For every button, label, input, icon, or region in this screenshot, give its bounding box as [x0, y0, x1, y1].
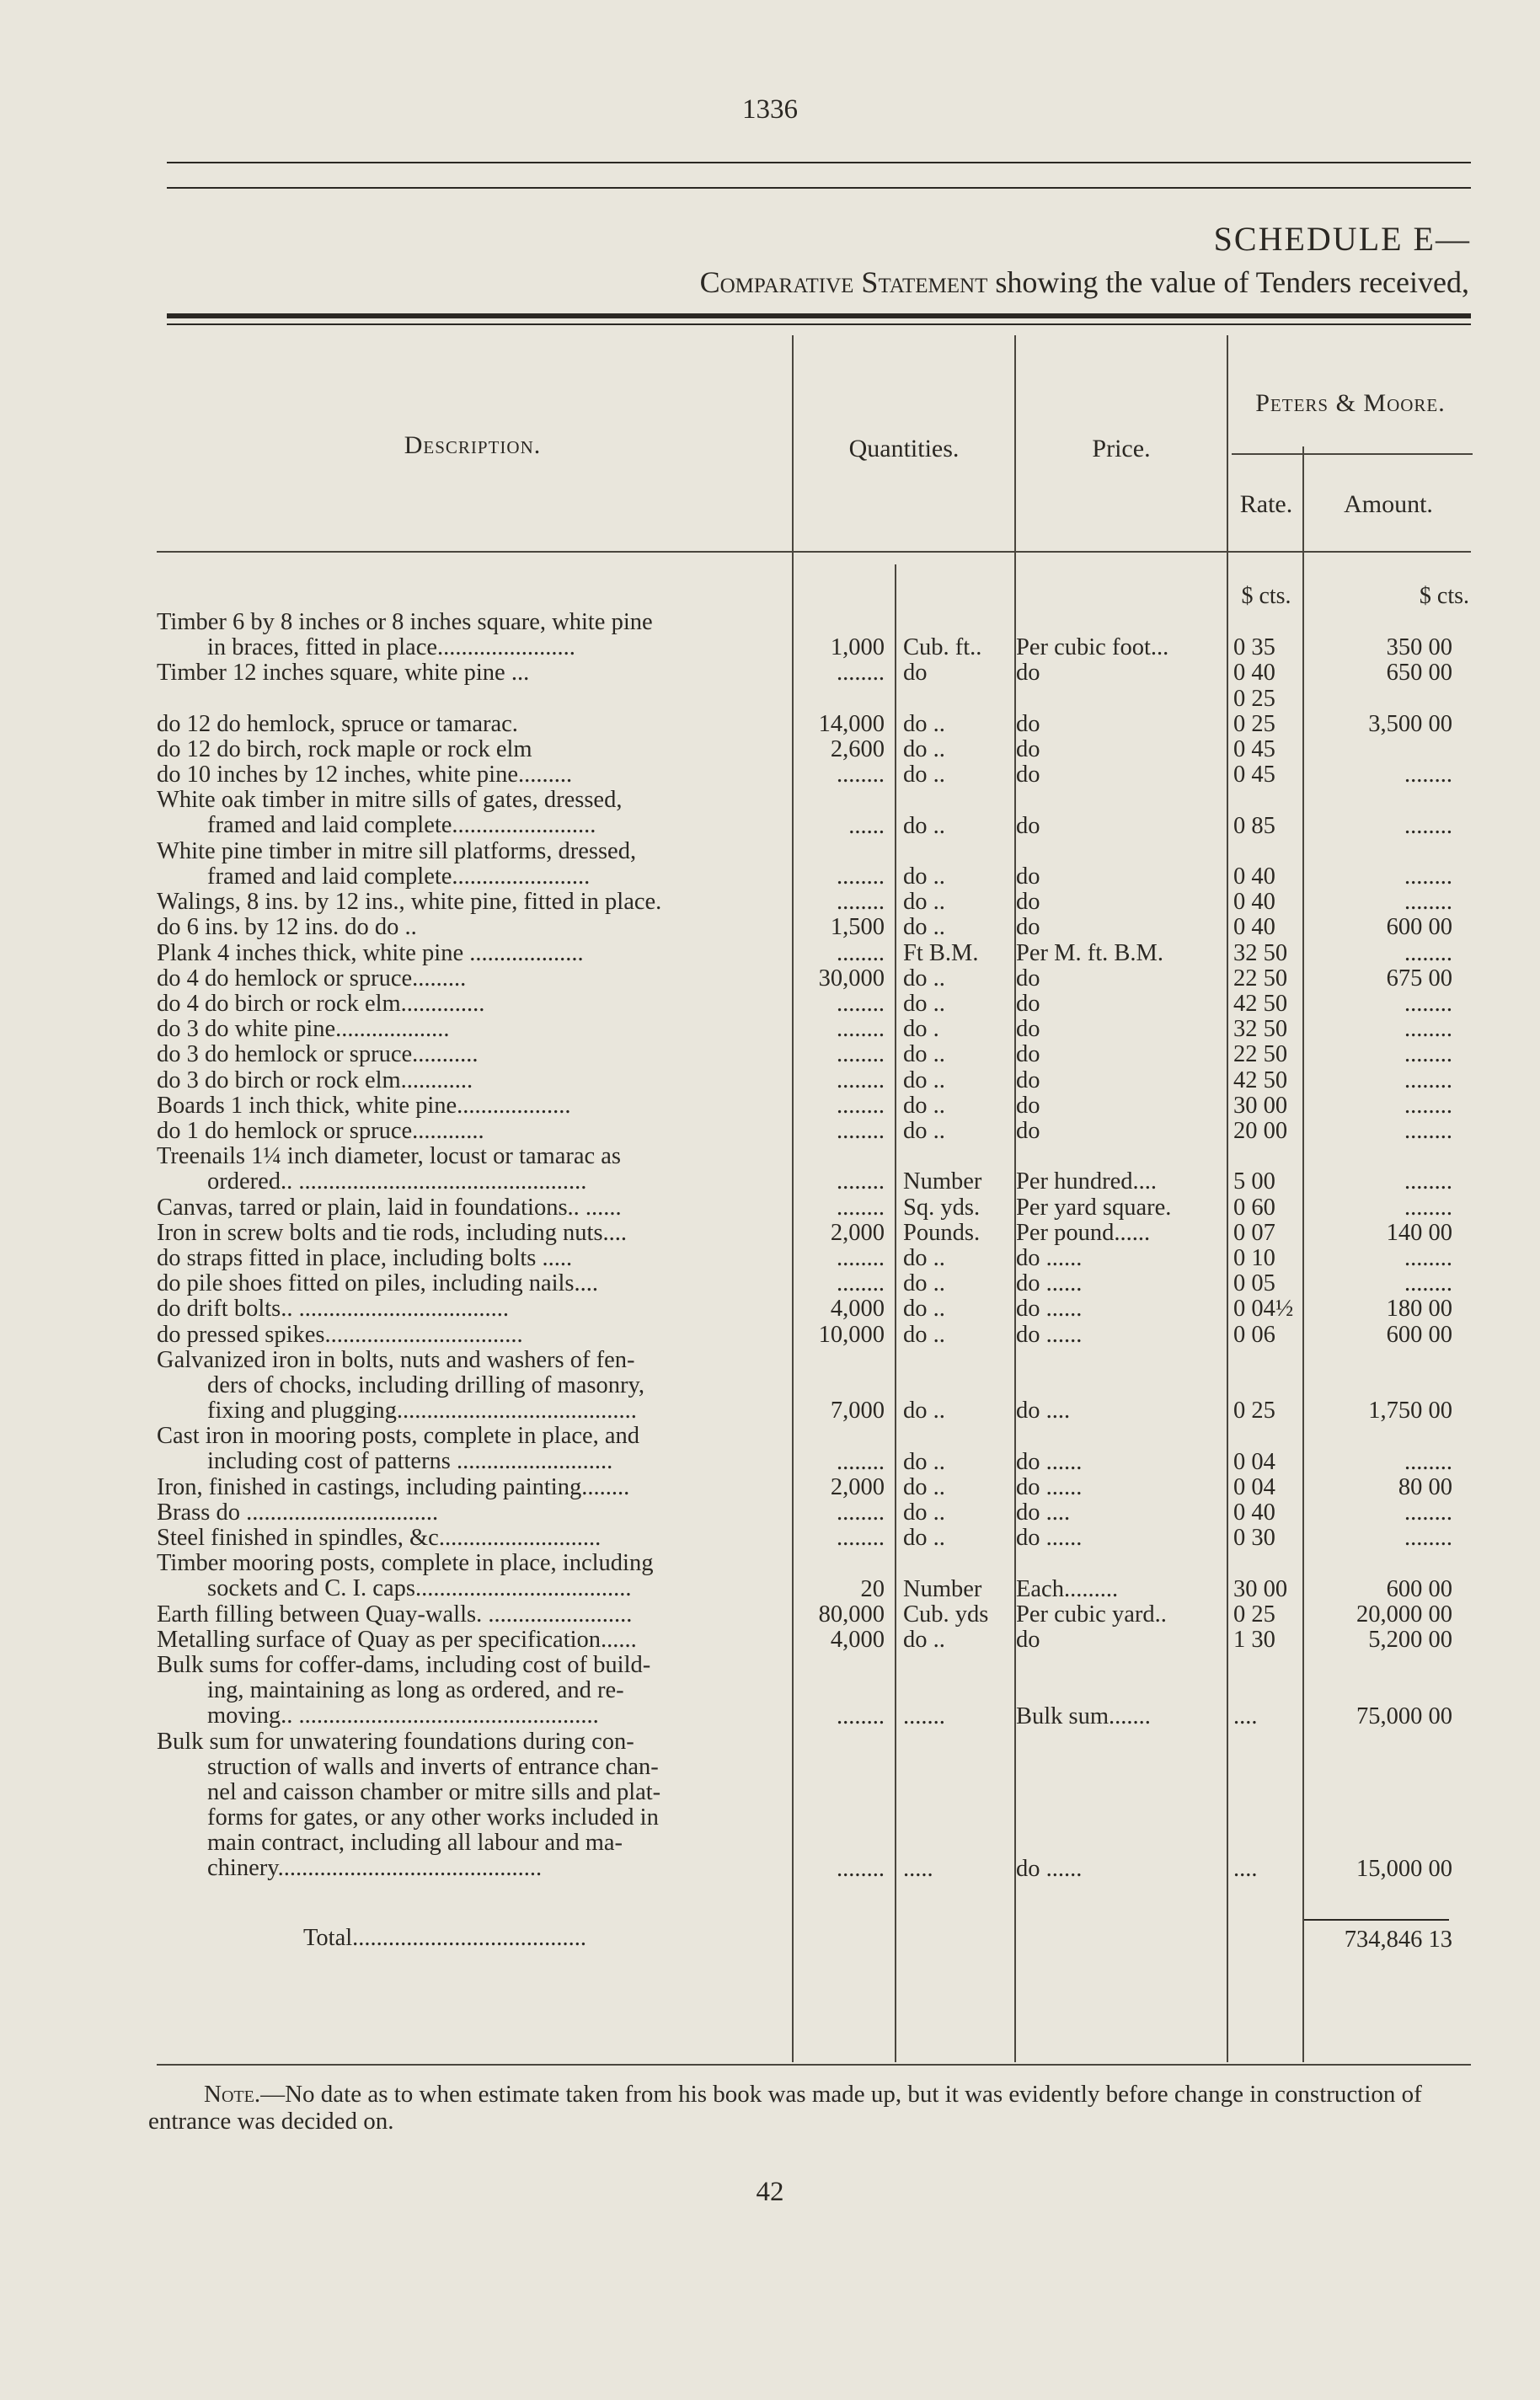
- row-price: do: [1016, 991, 1040, 1017]
- row-description: [157, 1042, 789, 1067]
- row-description-line: Boards 1 inch thick, white pine...................: [157, 1092, 571, 1119]
- row-description-line: do 4 do birch or rock elm..............: [157, 991, 485, 1017]
- row-unit: do ..: [903, 1296, 945, 1323]
- row-quantity: 1,000: [830, 634, 885, 661]
- row-unit: do ..: [903, 863, 945, 890]
- row-price: do ......: [1016, 1473, 1083, 1500]
- row-amount: 20,000 00: [1356, 1601, 1452, 1628]
- header-price: Price.: [1092, 435, 1151, 462]
- row-rate: 32 50: [1233, 1016, 1288, 1043]
- row-quantity: 20: [860, 1575, 885, 1602]
- row-description: [157, 915, 789, 940]
- row-rate: 0 40: [1233, 1499, 1275, 1526]
- row-amount: 600 00: [1386, 1321, 1452, 1348]
- row-amount: ........: [1404, 889, 1452, 916]
- row-amount: ........: [1404, 939, 1452, 966]
- row-description-line: moving.. ..................................................: [207, 1702, 599, 1729]
- row-description: [157, 788, 789, 838]
- row-description: [157, 1271, 789, 1296]
- row-rate: 0 05: [1233, 1270, 1275, 1297]
- row-description-line: do straps fitted in place, including bolts .....: [157, 1245, 573, 1271]
- row-description-line: including cost of patterns ..........................: [207, 1448, 613, 1475]
- row-quantity: ........: [837, 1499, 885, 1526]
- row-rate: 0 25: [1233, 1601, 1275, 1628]
- row-rate: 0 25: [1233, 1398, 1275, 1424]
- row-price: do: [1016, 1092, 1040, 1119]
- top-rule-2: [167, 187, 1471, 189]
- row-quantity: ........: [837, 1066, 885, 1093]
- row-unit: do .: [903, 1016, 939, 1043]
- heading-rule-thin: [167, 323, 1471, 325]
- row-unit: do ..: [903, 1270, 945, 1297]
- row-price: do ......: [1016, 1855, 1083, 1882]
- row-description-line: framed and laid complete.......................: [207, 863, 591, 890]
- row-description-line: Canvas, tarred or plain, laid in foundations.. ......: [157, 1194, 622, 1221]
- row-price: do ....: [1016, 1499, 1071, 1526]
- row-quantity: 1,500: [830, 914, 885, 941]
- row-description-line: forms for gates, or any other works included in: [207, 1804, 659, 1831]
- table-bottom-rule: [157, 2064, 1471, 2066]
- row-description: [157, 941, 789, 966]
- row-description-line: sockets and C. I. caps....................................: [207, 1575, 632, 1602]
- row-quantity: ........: [837, 1855, 885, 1882]
- row-rate: 30 00: [1233, 1092, 1288, 1119]
- row-quantity: 14,000: [818, 710, 885, 737]
- row-description-line: do 12 do birch, rock maple or rock elm: [157, 736, 532, 762]
- row-quantity: ........: [837, 1270, 885, 1297]
- row-description: [157, 762, 789, 788]
- row-rate: 42 50: [1233, 1066, 1288, 1093]
- row-quantity: ........: [837, 660, 885, 687]
- row-price: do ......: [1016, 1321, 1083, 1348]
- row-amount: ........: [1404, 991, 1452, 1017]
- row-description: [157, 1348, 789, 1424]
- row-unit: do ..: [903, 1092, 945, 1119]
- row-unit: do ..: [903, 710, 945, 737]
- row-rate: 0 25: [1233, 710, 1275, 737]
- row-description-line: Cast iron in mooring posts, complete in place, and: [157, 1423, 640, 1450]
- row-rate: 22 50: [1233, 965, 1288, 992]
- row-description-line: do pile shoes fitted on piles, including nails....: [157, 1270, 599, 1297]
- row-amount: 650 00: [1386, 660, 1452, 687]
- row-unit: do ..: [903, 1398, 945, 1424]
- row-quantity: 2,000: [830, 1473, 885, 1500]
- row-rate: 32 50: [1233, 939, 1288, 966]
- row-description-line: Galvanized iron in bolts, nuts and washers of fen-: [157, 1346, 635, 1373]
- row-unit: Number: [903, 1168, 982, 1195]
- row-rate: 0 85: [1233, 812, 1275, 839]
- row-description-line: do 6 ins. by 12 ins. do do ..: [157, 914, 417, 941]
- row-description-line: nel and caisson chamber or mitre sills and plat-: [207, 1778, 661, 1805]
- row-description-line: ders of chocks, including drilling of masonry,: [207, 1371, 644, 1398]
- row-rate: 0 25: [1233, 685, 1275, 712]
- row-description: [157, 1093, 789, 1119]
- row-rate: 0 04: [1233, 1448, 1275, 1475]
- header-amount-units: $ cts.: [1419, 583, 1469, 609]
- row-rate: 5 00: [1233, 1168, 1275, 1195]
- row-unit: do ..: [903, 991, 945, 1017]
- row-unit: do ..: [903, 762, 945, 788]
- header-tenderer: Peters & Moore.: [1255, 389, 1446, 417]
- row-description-line: chinery............................................: [207, 1854, 543, 1881]
- row-rate: 0 06: [1233, 1321, 1275, 1348]
- row-unit: do ..: [903, 965, 945, 992]
- row-description-line: Steel finished in spindles, &c...........................: [157, 1525, 602, 1552]
- row-unit: do ..: [903, 1525, 945, 1552]
- row-unit: do ..: [903, 1473, 945, 1500]
- row-quantity: ........: [837, 1448, 885, 1475]
- total-amount: 734,846 13: [1344, 1927, 1452, 1953]
- row-rate: 0 40: [1233, 914, 1275, 941]
- row-rate: 0 60: [1233, 1194, 1275, 1221]
- row-price: Per hundred....: [1016, 1168, 1158, 1195]
- row-description-line: do 3 do white pine...................: [157, 1016, 450, 1043]
- footnote-label: Note.: [204, 2081, 261, 2108]
- row-price: do ......: [1016, 1448, 1083, 1475]
- row-unit: do ..: [903, 1627, 945, 1653]
- row-description-line: ordered.. ................................................: [207, 1168, 587, 1195]
- total-rule: [1304, 1919, 1449, 1921]
- row-description: [157, 1017, 789, 1042]
- row-price: do: [1016, 710, 1040, 737]
- row-description: [157, 712, 789, 737]
- row-amount: ........: [1404, 762, 1452, 788]
- row-quantity: ........: [837, 1168, 885, 1195]
- row-unit: Ft B.M.: [903, 939, 979, 966]
- row-rate: 0 07: [1233, 1219, 1275, 1246]
- col-divider-amount: [1302, 446, 1304, 2062]
- row-description: [157, 660, 789, 686]
- row-description-line: Timber mooring posts, complete in place, including: [157, 1550, 654, 1577]
- row-amount: ........: [1404, 1245, 1452, 1271]
- row-quantity: ......: [848, 812, 885, 839]
- row-quantity: ........: [837, 762, 885, 788]
- row-description: [157, 992, 789, 1017]
- row-amount: 5,200 00: [1368, 1627, 1452, 1653]
- row-price: Per yard square.: [1016, 1194, 1172, 1221]
- row-description: [157, 1628, 789, 1653]
- row-unit: Pounds.: [903, 1219, 981, 1246]
- row-description-line: Plank 4 inches thick, white pine ...................: [157, 939, 584, 966]
- row-price: do: [1016, 1016, 1040, 1043]
- row-description-line: do 1 do hemlock or spruce............: [157, 1118, 484, 1144]
- row-description-line: do 3 do hemlock or spruce...........: [157, 1041, 479, 1068]
- row-description: [157, 1144, 789, 1195]
- row-amount: ........: [1404, 863, 1452, 890]
- row-amount: 350 00: [1386, 634, 1452, 661]
- subtitle: [700, 265, 1469, 300]
- row-unit: Number: [903, 1575, 982, 1602]
- page-number-bottom: 42: [756, 2177, 784, 2207]
- header-description: Description.: [404, 431, 542, 459]
- row-price: Per cubic yard..: [1016, 1601, 1167, 1628]
- row-description: [157, 1323, 789, 1348]
- row-rate: 0 45: [1233, 736, 1275, 762]
- row-rate: 0 45: [1233, 762, 1275, 788]
- row-description: [157, 1221, 789, 1246]
- row-description: [157, 1119, 789, 1144]
- row-quantity: ........: [837, 1245, 885, 1271]
- row-quantity: ........: [837, 863, 885, 890]
- row-amount: 140 00: [1386, 1219, 1452, 1246]
- row-amount: ........: [1404, 1092, 1452, 1119]
- row-unit: do ..: [903, 1321, 945, 1348]
- row-unit: Cub. yds: [903, 1601, 989, 1628]
- row-quantity: ........: [837, 939, 885, 966]
- row-description: [157, 1551, 789, 1601]
- row-description-line: Walings, 8 ins. by 12 ins., white pine, fitted in place.: [157, 889, 662, 916]
- row-price: do: [1016, 736, 1040, 762]
- row-description-line: Bulk sums for coffer-dams, including cost of build-: [157, 1652, 651, 1679]
- row-price: do: [1016, 1041, 1040, 1068]
- row-quantity: 7,000: [830, 1398, 885, 1424]
- row-description: [157, 737, 789, 762]
- row-price: do: [1016, 812, 1040, 839]
- row-description: [157, 1729, 789, 1881]
- row-amount: ........: [1404, 1118, 1452, 1144]
- row-rate: 22 50: [1233, 1041, 1288, 1068]
- row-rate: 0 40: [1233, 660, 1275, 687]
- row-unit: do ..: [903, 1448, 945, 1475]
- subtitle-rest: showing the value of Tenders received,: [987, 265, 1469, 299]
- row-description-line: in braces, fitted in place.......................: [207, 634, 575, 660]
- row-unit: do ..: [903, 889, 945, 916]
- row-description-line: ing, maintaining as long as ordered, and re-: [207, 1677, 624, 1704]
- row-unit: do ..: [903, 736, 945, 762]
- tenderer-rule: [1232, 453, 1473, 455]
- row-description-line: do 4 do hemlock or spruce.........: [157, 965, 467, 992]
- row-price: do: [1016, 1118, 1040, 1144]
- row-description: [157, 1424, 789, 1474]
- total-label: Total.......................................: [303, 1925, 587, 1951]
- row-amount: 600 00: [1386, 914, 1452, 941]
- row-rate: 0 40: [1233, 863, 1275, 890]
- row-description-line: Timber 12 inches square, white pine ...: [157, 660, 530, 687]
- row-price: do: [1016, 660, 1040, 687]
- row-rate: 30 00: [1233, 1575, 1288, 1602]
- row-description: [157, 1500, 789, 1526]
- row-description-line: struction of walls and inverts of entrance chan-: [207, 1753, 659, 1780]
- row-quantity: 2,000: [830, 1219, 885, 1246]
- row-price: do ......: [1016, 1245, 1083, 1271]
- row-price: do: [1016, 965, 1040, 992]
- header-rate: Rate.: [1239, 490, 1293, 518]
- row-rate: 42 50: [1233, 991, 1288, 1017]
- row-description-line: Treenails 1¼ inch diameter, locust or tamarac as: [157, 1143, 622, 1170]
- row-rate: ....: [1233, 1702, 1258, 1729]
- schedule-title: SCHEDULE E—: [1213, 220, 1471, 258]
- row-price: do ....: [1016, 1398, 1071, 1424]
- footnote: [148, 2081, 1454, 2135]
- row-description: [157, 966, 789, 992]
- row-description-line: do drift bolts.. ...................................: [157, 1296, 509, 1323]
- row-rate: 0 04½: [1233, 1296, 1294, 1323]
- row-description-line: White pine timber in mitre sill platforms, dressed,: [157, 837, 637, 864]
- row-price: Bulk sum.......: [1016, 1702, 1151, 1729]
- row-unit: Cub. ft..: [903, 634, 982, 661]
- row-amount: ........: [1404, 1194, 1452, 1221]
- row-description-line: main contract, including all labour and ma-: [207, 1829, 623, 1856]
- row-quantity: ........: [837, 1702, 885, 1729]
- row-price: do: [1016, 914, 1040, 941]
- row-rate: ....: [1233, 1855, 1258, 1882]
- row-rate: 0 10: [1233, 1245, 1275, 1271]
- row-unit: do ..: [903, 1499, 945, 1526]
- row-description: [157, 839, 789, 890]
- row-amount: ........: [1404, 1041, 1452, 1068]
- row-description: [157, 1195, 789, 1221]
- row-quantity: 80,000: [818, 1601, 885, 1628]
- header-rate-units: $ cts.: [1241, 583, 1291, 609]
- row-amount: 75,000 00: [1356, 1702, 1452, 1729]
- row-quantity: ........: [837, 991, 885, 1017]
- row-price: Each.........: [1016, 1575, 1119, 1602]
- row-amount: ........: [1404, 1168, 1452, 1195]
- top-rule: [167, 162, 1471, 163]
- row-price: do: [1016, 889, 1040, 916]
- row-rate: 0 35: [1233, 634, 1275, 661]
- row-unit: do ..: [903, 1118, 945, 1144]
- footnote-text: —No date as to when estimate taken from his book was made up, but it was evidently before change in construction of entrance was decided on.: [148, 2081, 1422, 2135]
- row-price: do ......: [1016, 1270, 1083, 1297]
- row-amount: 80 00: [1398, 1473, 1452, 1500]
- row-description: [157, 1296, 789, 1322]
- row-amount: ........: [1404, 1448, 1452, 1475]
- row-description: [157, 610, 789, 660]
- row-amount: ........: [1404, 1016, 1452, 1043]
- row-description: [157, 890, 789, 915]
- row-price: do: [1016, 1627, 1040, 1653]
- row-unit: do ..: [903, 1041, 945, 1068]
- row-description-line: fixing and plugging........................................: [207, 1397, 637, 1424]
- row-description: [157, 1602, 789, 1628]
- row-amount: 15,000 00: [1356, 1855, 1452, 1882]
- row-rate: 20 00: [1233, 1118, 1288, 1144]
- row-unit: .......: [903, 1702, 945, 1729]
- row-rate: 0 40: [1233, 889, 1275, 916]
- row-unit: do: [903, 660, 928, 687]
- row-description-line: Metalling surface of Quay as per specification......: [157, 1627, 637, 1653]
- row-quantity: ........: [837, 1194, 885, 1221]
- row-description: [157, 1246, 789, 1271]
- row-quantity: ........: [837, 1092, 885, 1119]
- col-divider-unit: [895, 564, 896, 2062]
- row-unit: do ..: [903, 812, 945, 839]
- row-description-line: Earth filling between Quay-walls. ........................: [157, 1601, 633, 1628]
- row-quantity: ........: [837, 889, 885, 916]
- row-amount: 675 00: [1386, 965, 1452, 992]
- row-description-line: Iron, finished in castings, including painting........: [157, 1473, 630, 1500]
- row-unit: .....: [903, 1855, 933, 1882]
- row-unit: do ..: [903, 1066, 945, 1093]
- row-price: do: [1016, 1066, 1040, 1093]
- row-rate: 0 30: [1233, 1525, 1275, 1552]
- row-price: do: [1016, 863, 1040, 890]
- header-amount: Amount.: [1344, 490, 1433, 518]
- row-amount: ........: [1404, 1270, 1452, 1297]
- row-quantity: 4,000: [830, 1627, 885, 1653]
- row-quantity: 30,000: [818, 965, 885, 992]
- row-amount: 600 00: [1386, 1575, 1452, 1602]
- row-rate: 0 04: [1233, 1473, 1275, 1500]
- row-price: Per M. ft. B.M.: [1016, 939, 1163, 966]
- row-amount: ........: [1404, 812, 1452, 839]
- row-description-line: do pressed spikes.................................: [157, 1321, 523, 1348]
- row-amount: 1,750 00: [1368, 1398, 1452, 1424]
- page-number-top: 1336: [742, 94, 798, 125]
- row-amount: 3,500 00: [1368, 710, 1452, 737]
- header-quantities: Quantities.: [848, 435, 960, 462]
- row-description-line: Bulk sum for unwatering foundations during con-: [157, 1728, 634, 1755]
- row-amount: ........: [1404, 1499, 1452, 1526]
- row-price: Per cubic foot...: [1016, 634, 1169, 661]
- subtitle-prefix: Comparative Statement: [699, 265, 988, 299]
- row-description: [157, 1475, 789, 1500]
- row-quantity: 4,000: [830, 1296, 885, 1323]
- row-description: [157, 1653, 789, 1729]
- row-description-line: do 10 inches by 12 inches, white pine.........: [157, 762, 573, 788]
- row-description-line: Brass do ................................: [157, 1499, 439, 1526]
- row-description-line: Iron in screw bolts and tie rods, including nuts....: [157, 1219, 628, 1246]
- row-price: do ......: [1016, 1525, 1083, 1552]
- row-rate: 1 30: [1233, 1627, 1275, 1653]
- row-quantity: 10,000: [818, 1321, 885, 1348]
- row-amount: ........: [1404, 1525, 1452, 1552]
- row-quantity: ........: [837, 1016, 885, 1043]
- header-bottom-rule: [157, 551, 1471, 553]
- row-price: do: [1016, 762, 1040, 788]
- row-description-line: Timber 6 by 8 inches or 8 inches square, white pine: [157, 609, 653, 635]
- row-amount: 180 00: [1386, 1296, 1452, 1323]
- row-quantity: ........: [837, 1525, 885, 1552]
- row-description-line: White oak timber in mitre sills of gates, dressed,: [157, 787, 623, 814]
- row-description: [157, 1526, 789, 1551]
- row-quantity: ........: [837, 1041, 885, 1068]
- row-description-line: do 12 do hemlock, spruce or tamarac.: [157, 710, 518, 737]
- row-unit: Sq. yds.: [903, 1194, 981, 1221]
- row-amount: ........: [1404, 1066, 1452, 1093]
- row-price: do ......: [1016, 1296, 1083, 1323]
- row-unit: do ..: [903, 914, 945, 941]
- row-quantity: 2,600: [830, 736, 885, 762]
- row-unit: do ..: [903, 1245, 945, 1271]
- row-description-line: framed and laid complete........................: [207, 812, 596, 839]
- row-price: Per pound......: [1016, 1219, 1151, 1246]
- row-description-line: do 3 do birch or rock elm............: [157, 1066, 473, 1093]
- row-quantity: ........: [837, 1118, 885, 1144]
- row-description: [157, 1068, 789, 1093]
- heading-rule: [167, 313, 1471, 318]
